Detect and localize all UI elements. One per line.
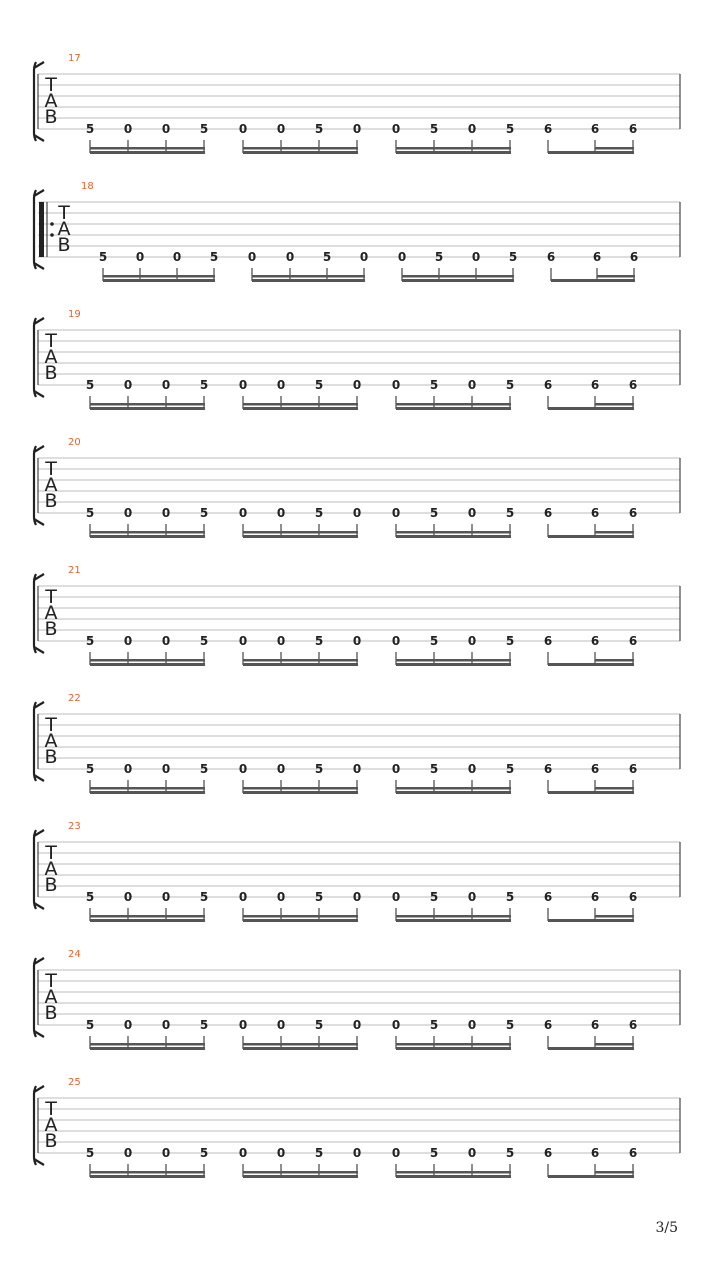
tab-system <box>34 53 680 154</box>
fret-number: 6 <box>590 378 600 392</box>
fret-number: 0 <box>467 506 477 520</box>
beam <box>548 919 634 922</box>
fret-number: 0 <box>238 762 248 776</box>
tab-clef-letter: B <box>57 234 71 256</box>
fret-number: 0 <box>391 1146 401 1160</box>
beam <box>396 1171 511 1174</box>
beam <box>396 1043 511 1046</box>
fret-number: 6 <box>628 378 638 392</box>
fret-number: 5 <box>199 378 209 392</box>
fret-number: 0 <box>161 378 171 392</box>
tab-system <box>34 181 680 282</box>
fret-number: 5 <box>85 378 95 392</box>
fret-number: 0 <box>391 122 401 136</box>
page-number: 3/5 <box>655 1220 678 1236</box>
fret-number: 6 <box>543 1018 553 1032</box>
fret-number: 5 <box>85 122 95 136</box>
beam <box>396 1047 511 1050</box>
beam <box>396 659 511 662</box>
beam <box>90 151 205 154</box>
tab-clef-letter: T <box>58 202 70 224</box>
beam <box>595 531 634 534</box>
tab-clef-letter: B <box>44 1002 58 1024</box>
beam <box>396 787 511 790</box>
fret-number: 0 <box>123 1018 133 1032</box>
fret-number: 0 <box>123 122 133 136</box>
beam <box>548 151 634 154</box>
fret-number: 0 <box>238 1018 248 1032</box>
fret-number: 0 <box>161 890 171 904</box>
fret-number: 6 <box>592 250 602 264</box>
fret-number: 6 <box>543 378 553 392</box>
tab-system <box>34 437 680 538</box>
beam <box>252 275 365 278</box>
fret-number: 5 <box>508 250 518 264</box>
fret-number: 0 <box>238 506 248 520</box>
beam <box>243 1171 358 1174</box>
fret-number: 5 <box>314 762 324 776</box>
tab-clef-letter: B <box>44 362 58 384</box>
beam <box>595 915 634 918</box>
fret-number: 6 <box>628 890 638 904</box>
tab-clef-letter: A <box>44 474 58 496</box>
fret-number: 6 <box>590 762 600 776</box>
beam <box>243 659 358 662</box>
beam <box>243 147 358 150</box>
beam <box>103 275 215 278</box>
fret-number: 5 <box>429 378 439 392</box>
fret-number: 0 <box>161 1018 171 1032</box>
measure-number: 23 <box>68 821 81 832</box>
beam <box>90 535 205 538</box>
fret-number: 5 <box>314 378 324 392</box>
beam <box>90 919 205 922</box>
beam <box>90 407 205 410</box>
beam <box>90 1043 205 1046</box>
beam <box>396 663 511 666</box>
beam <box>548 1175 634 1178</box>
beam <box>243 151 358 154</box>
fret-number: 0 <box>359 250 369 264</box>
fret-number: 6 <box>590 634 600 648</box>
beam <box>243 915 358 918</box>
fret-number: 0 <box>123 762 133 776</box>
fret-number: 0 <box>391 1018 401 1032</box>
beam <box>243 919 358 922</box>
fret-number: 5 <box>429 762 439 776</box>
beam <box>243 403 358 406</box>
fret-number: 5 <box>199 890 209 904</box>
fret-number: 0 <box>238 1146 248 1160</box>
beam <box>548 663 634 666</box>
tab-clef-letter: B <box>44 874 58 896</box>
tab-system <box>34 949 680 1050</box>
fret-number: 6 <box>543 762 553 776</box>
fret-number: 0 <box>467 1146 477 1160</box>
fret-number: 0 <box>391 634 401 648</box>
fret-number: 0 <box>276 762 286 776</box>
measure-number: 20 <box>68 437 81 448</box>
tab-clef-letter: B <box>44 618 58 640</box>
fret-number: 0 <box>276 506 286 520</box>
tab-clef-letter: T <box>45 586 57 608</box>
fret-number: 5 <box>85 1018 95 1032</box>
measure-number: 24 <box>68 949 81 960</box>
beam <box>252 279 365 282</box>
beam <box>595 1171 634 1174</box>
beam <box>90 791 205 794</box>
fret-number: 5 <box>314 122 324 136</box>
fret-number: 6 <box>546 250 556 264</box>
fret-number: 5 <box>314 1018 324 1032</box>
tab-clef-letter: A <box>44 986 58 1008</box>
beam <box>396 791 511 794</box>
fret-number: 5 <box>429 890 439 904</box>
fret-number: 0 <box>391 890 401 904</box>
beam <box>243 407 358 410</box>
fret-number: 0 <box>352 890 362 904</box>
beam <box>548 791 634 794</box>
fret-number: 5 <box>314 1146 324 1160</box>
fret-number: 6 <box>628 762 638 776</box>
fret-number: 0 <box>135 250 145 264</box>
beam <box>595 147 634 150</box>
fret-number: 0 <box>276 378 286 392</box>
fret-number: 0 <box>467 1018 477 1032</box>
beam <box>396 531 511 534</box>
measure-number: 21 <box>68 565 81 576</box>
beam <box>595 787 634 790</box>
fret-number: 0 <box>467 890 477 904</box>
fret-number: 5 <box>505 1146 515 1160</box>
beam <box>103 279 215 282</box>
beam <box>243 531 358 534</box>
fret-number: 5 <box>85 1146 95 1160</box>
fret-number: 5 <box>429 122 439 136</box>
measure-number: 19 <box>68 309 81 320</box>
fret-number: 5 <box>505 506 515 520</box>
fret-number: 0 <box>238 378 248 392</box>
fret-number: 0 <box>123 890 133 904</box>
fret-number: 5 <box>505 378 515 392</box>
fret-number: 5 <box>199 122 209 136</box>
fret-number: 0 <box>238 122 248 136</box>
fret-number: 0 <box>352 122 362 136</box>
fret-number: 0 <box>238 890 248 904</box>
fret-number: 6 <box>543 506 553 520</box>
beam <box>243 791 358 794</box>
fret-number: 0 <box>467 762 477 776</box>
fret-number: 0 <box>123 506 133 520</box>
beam <box>548 1047 634 1050</box>
fret-number: 0 <box>161 1146 171 1160</box>
fret-number: 0 <box>391 762 401 776</box>
beam <box>396 919 511 922</box>
measure-number: 17 <box>68 53 81 64</box>
beam <box>243 1175 358 1178</box>
fret-number: 5 <box>314 506 324 520</box>
fret-number: 0 <box>123 634 133 648</box>
fret-number: 6 <box>628 1018 638 1032</box>
fret-number: 0 <box>161 762 171 776</box>
beam <box>551 279 635 282</box>
fret-number: 6 <box>543 122 553 136</box>
fret-number: 0 <box>467 634 477 648</box>
tab-clef-letter: T <box>45 714 57 736</box>
beam <box>595 659 634 662</box>
tab-clef-letter: A <box>44 730 58 752</box>
fret-number: 0 <box>285 250 295 264</box>
fret-number: 5 <box>209 250 219 264</box>
beam <box>243 663 358 666</box>
fret-number: 6 <box>628 634 638 648</box>
tab-clef-letter: T <box>45 970 57 992</box>
fret-number: 5 <box>429 1018 439 1032</box>
fret-number: 0 <box>471 250 481 264</box>
tab-clef-letter: T <box>45 842 57 864</box>
tab-clef-letter: A <box>44 858 58 880</box>
fret-number: 6 <box>543 1146 553 1160</box>
fret-number: 5 <box>199 634 209 648</box>
beam <box>243 535 358 538</box>
fret-number: 0 <box>276 890 286 904</box>
beam <box>402 275 514 278</box>
fret-number: 0 <box>391 506 401 520</box>
beam <box>396 147 511 150</box>
fret-number: 5 <box>199 1018 209 1032</box>
fret-number: 5 <box>429 506 439 520</box>
beam <box>90 663 205 666</box>
beam <box>595 1043 634 1046</box>
tab-clef-letter: T <box>45 458 57 480</box>
fret-number: 5 <box>322 250 332 264</box>
beam <box>90 787 205 790</box>
fret-number: 0 <box>467 122 477 136</box>
beam <box>396 1175 511 1178</box>
beam <box>595 403 634 406</box>
repeat-thick-bar <box>39 202 44 257</box>
tab-clef-letter: A <box>44 346 58 368</box>
fret-number: 6 <box>590 1018 600 1032</box>
fret-number: 0 <box>352 378 362 392</box>
fret-number: 6 <box>543 890 553 904</box>
tab-clef-letter: A <box>44 1114 58 1136</box>
tab-clef-letter: B <box>44 746 58 768</box>
measure-number: 18 <box>81 181 94 192</box>
tab-system <box>34 309 680 410</box>
fret-number: 0 <box>161 634 171 648</box>
fret-number: 0 <box>352 634 362 648</box>
fret-number: 5 <box>505 634 515 648</box>
beam <box>396 535 511 538</box>
fret-number: 5 <box>429 634 439 648</box>
beam <box>90 659 205 662</box>
repeat-dot <box>50 222 54 226</box>
repeat-dot <box>50 233 54 237</box>
beam <box>597 275 635 278</box>
fret-number: 5 <box>314 890 324 904</box>
fret-number: 0 <box>352 1018 362 1032</box>
beam <box>548 535 634 538</box>
fret-number: 6 <box>590 122 600 136</box>
tab-clef-letter: T <box>45 74 57 96</box>
beam <box>402 279 514 282</box>
tab-clef-letter: A <box>44 90 58 112</box>
tab-clef-letter: T <box>45 1098 57 1120</box>
fret-number: 5 <box>199 762 209 776</box>
tab-system <box>34 565 680 666</box>
tab-system <box>34 821 680 922</box>
beam <box>548 407 634 410</box>
fret-number: 0 <box>391 378 401 392</box>
fret-number: 6 <box>543 634 553 648</box>
fret-number: 0 <box>276 1146 286 1160</box>
fret-number: 5 <box>85 890 95 904</box>
beam <box>90 531 205 534</box>
beam <box>90 915 205 918</box>
fret-number: 5 <box>505 1018 515 1032</box>
fret-number: 5 <box>199 1146 209 1160</box>
fret-number: 0 <box>247 250 257 264</box>
fret-number: 6 <box>590 1146 600 1160</box>
beam <box>243 1043 358 1046</box>
beam <box>396 407 511 410</box>
beam <box>90 1171 205 1174</box>
fret-number: 0 <box>467 378 477 392</box>
fret-number: 6 <box>628 506 638 520</box>
fret-number: 0 <box>161 122 171 136</box>
fret-number: 5 <box>505 890 515 904</box>
fret-number: 0 <box>172 250 182 264</box>
fret-number: 6 <box>628 1146 638 1160</box>
fret-number: 0 <box>397 250 407 264</box>
beam <box>396 151 511 154</box>
tab-clef-letter: T <box>45 330 57 352</box>
beam <box>90 1175 205 1178</box>
fret-number: 0 <box>352 506 362 520</box>
tab-system <box>34 693 680 794</box>
beam <box>90 1047 205 1050</box>
measure-number: 25 <box>68 1077 81 1088</box>
fret-number: 0 <box>276 1018 286 1032</box>
fret-number: 6 <box>628 122 638 136</box>
fret-number: 5 <box>314 634 324 648</box>
beam <box>243 787 358 790</box>
tab-clef-letter: B <box>44 1130 58 1152</box>
fret-number: 5 <box>85 506 95 520</box>
fret-number: 6 <box>629 250 639 264</box>
fret-number: 0 <box>238 634 248 648</box>
tab-clef-letter: A <box>44 602 58 624</box>
fret-number: 5 <box>85 762 95 776</box>
tab-clef-letter: B <box>44 490 58 512</box>
measure-number: 22 <box>68 693 81 704</box>
beam <box>396 403 511 406</box>
fret-number: 5 <box>505 762 515 776</box>
tab-clef-letter: A <box>57 218 71 240</box>
fret-number: 5 <box>434 250 444 264</box>
fret-number: 0 <box>123 378 133 392</box>
fret-number: 5 <box>429 1146 439 1160</box>
tab-clef-letter: B <box>44 106 58 128</box>
fret-number: 0 <box>276 634 286 648</box>
fret-number: 6 <box>590 890 600 904</box>
fret-number: 5 <box>85 634 95 648</box>
fret-number: 0 <box>352 1146 362 1160</box>
fret-number: 0 <box>161 506 171 520</box>
fret-number: 0 <box>276 122 286 136</box>
beam <box>90 147 205 150</box>
fret-number: 6 <box>590 506 600 520</box>
fret-number: 5 <box>505 122 515 136</box>
fret-number: 0 <box>123 1146 133 1160</box>
tab-system <box>34 1077 680 1178</box>
beam <box>243 1047 358 1050</box>
fret-number: 5 <box>199 506 209 520</box>
beam <box>90 403 205 406</box>
fret-number: 5 <box>98 250 108 264</box>
beam <box>396 915 511 918</box>
fret-number: 0 <box>352 762 362 776</box>
